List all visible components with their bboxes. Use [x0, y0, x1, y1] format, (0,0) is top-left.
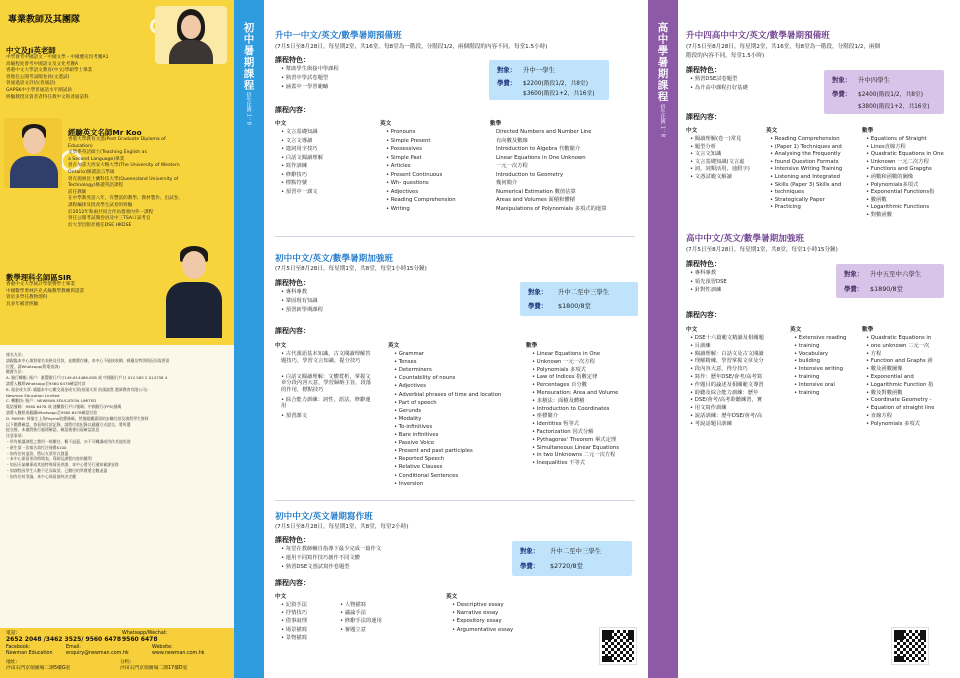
course5-schedule: (7月5日至8月28日，每星期1堂，共8堂，每堂1小時15分鐘) — [686, 247, 838, 253]
course1-chinese-item: • 文言基礎知識 — [281, 129, 318, 135]
note-line: A. 銀行轉帳: 賬戶：滙豐銀行戶口149-614486-838 或 中國銀行戶口 012 565 2 014758 4 — [6, 375, 168, 381]
course4-math-item: • Functions and Grapghs — [866, 166, 932, 173]
teacher1-bio-line: 高級程度會考中國語文及文化考獲A — [6, 61, 79, 67]
course1-english-item: • Pronouns — [386, 129, 416, 135]
course4-math-item: • Unknown 一元二次方程 — [866, 158, 929, 165]
teacher2-bio-line: 香港大學教育文憑(Post Graduate Diploma of — [68, 137, 166, 142]
whatsapp-value: 9560 6478 — [122, 636, 158, 643]
course4-chinese-item: • 文憑試範文解讀 — [690, 174, 732, 180]
course2-math-item: • Factorization 因式分解 — [532, 429, 594, 435]
course4-english-item: • Practicing — [770, 204, 801, 211]
course1-features-heading: 課程特色： — [275, 56, 310, 64]
course3-title: 初中中文/英文暑期寫作班 — [275, 512, 373, 522]
course1-chinese-item: • 遣詞用字技巧 — [281, 146, 318, 152]
course2-fee: $1800/8堂 — [558, 302, 591, 310]
course5-feature: • 領先預習DSE — [690, 278, 727, 285]
course4-schedule-2: 階段的內容不同，每堂1.5小時) — [686, 53, 765, 59]
senior-band-title: 高中學暑期課程 — [656, 22, 669, 103]
course5-chinese-item: • 作題目的論述及相關範文導習 — [690, 381, 764, 388]
course1-math-item: 幾何簡介 — [496, 180, 518, 186]
course1-chinese-item: • 白話文閱讀理解 — [281, 154, 323, 161]
course4-target-label: 對象： — [832, 76, 852, 84]
note-line: ・如有任何退款，將以支票形式發還 — [6, 450, 69, 456]
teachers-header: 專業教師及其團隊 — [8, 15, 81, 25]
course2-math-item: • 求積法：面積及體積 — [532, 397, 585, 404]
course2-english-item: • Determiners — [394, 367, 432, 374]
course5-math-item: • 數及函數圖像 — [866, 366, 903, 373]
course4-content-heading: 課程內容： — [686, 113, 721, 121]
course2-chinese-item: • 古代漢語基本知識，古文閱讀理解答題技巧，學習文言知識，提分技巧 — [281, 351, 371, 364]
teacher1-bio-line: 曾擔任公開考試閱卷員(文憑試) — [6, 74, 70, 80]
course5-chinese-heading: 中文 — [686, 327, 698, 333]
course5-english-item: • training — [794, 374, 820, 380]
divider — [275, 236, 635, 237]
course3-chinese-heading: 中文 — [275, 594, 287, 600]
course2-schedule: (7月5日至8月28日，每星期1堂，共8堂，每堂1小時15分鐘) — [275, 266, 427, 272]
course3-content-heading: 課程內容： — [275, 579, 310, 587]
course3-fee-label: 學費： — [520, 562, 540, 570]
teacher-panel — [0, 0, 234, 678]
note-line: 繳費方法: — [6, 369, 23, 375]
junior-band — [234, 0, 264, 678]
course1-title: 升中一中文/英文/數學暑期預備班 — [275, 31, 402, 41]
junior-band-title: 初中暑期課程 — [242, 22, 255, 91]
course2-english-item: • Tenses — [394, 359, 417, 366]
course2-chinese-heading: 中文 — [275, 343, 287, 349]
course3-chinese-item: • 借事說理 — [281, 618, 307, 625]
course3-schedule: (7月5日至8月28日，每星期1堂，共8堂，每堂2小時) — [275, 524, 409, 530]
course1-english-item: • Possessives — [386, 146, 422, 152]
course3-chinese-item: • 修辭手法的運用 — [340, 618, 382, 625]
course1-chinese-item: • 預習中一課文 — [281, 188, 318, 195]
course2-math-item: • Linear Equations in One — [532, 351, 601, 357]
course2-english-item: • Reported Speech — [394, 456, 445, 463]
note-line: 請將入數紙或截圖Whatsapp至9560 6478確認付款 — [6, 410, 98, 415]
contact-bar — [0, 628, 234, 678]
course1-math-item: 有向數及數線 — [496, 137, 528, 144]
course3-feature: • 熟習DSE文憑試寫作卷題型 — [281, 564, 350, 570]
course1-english-item: • Simple Past — [386, 154, 422, 161]
email-value[interactable]: enquiry@newman.com.hk — [66, 651, 129, 656]
course2-english-item: • Inversion — [394, 480, 424, 487]
note-line: ・新生第一次報名需付注冊費$100 — [6, 444, 67, 450]
note-line: Newman Education Limited — [6, 392, 60, 398]
teacher-photo-chinese — [155, 6, 227, 64]
email-label: Email: — [66, 645, 81, 650]
course1-math-item: Manipulations of Polynomials 多項式的運算 — [496, 205, 607, 212]
junior-band-ratio: 招生比例 1：8 — [245, 92, 252, 125]
teacher-photo-english — [4, 118, 62, 188]
course2-english-item: • Part of speech — [394, 399, 437, 406]
teacher2-bio-line: 曾在澳洲昆士蘭科技大學(Queensland University of — [68, 176, 179, 182]
course4-math-item: • Quadratic Equations in One — [866, 151, 944, 158]
note-line: C. 轉數快: 賬戶：NEWMAN EDUCATION LIMITED — [6, 398, 97, 404]
teacher2-bio-line: 文學系英語碩士(Teaching English as — [68, 150, 147, 156]
course4-english-item: • Skills (Paper 3) Skills and — [770, 181, 842, 188]
teacher2-bio-line: 前任教師 — [68, 189, 87, 195]
course1-english-item: • Simple Present — [386, 137, 431, 144]
course2-math-item: • 座標簡介 — [532, 413, 558, 420]
teacher2-bio-line: Education) — [68, 143, 93, 149]
note-line: D. PAYME: 掃描左上角Payme收費條碼，然後跟蹤畫面的步驟付款及填寫學生資料 — [6, 415, 149, 421]
address-label: 地址: — [6, 660, 18, 665]
course3-info-box — [512, 541, 632, 576]
course2-math-item: • in two Unknowns 二元一次方程 — [532, 452, 616, 459]
course1-math-heading: 數學 — [490, 121, 502, 127]
course5-feature: • 專科專教 — [690, 270, 716, 276]
course5-target-label: 對象： — [844, 270, 864, 278]
course4-fee2: $3800(階段1+2，共16堂) — [858, 104, 930, 110]
course5-english-item: • Intensive writing — [794, 366, 843, 373]
course5-math-item: • Equation of straight line — [866, 405, 935, 412]
course1-math-item: 一元一次方程 — [496, 163, 528, 169]
course1-chinese-item: • 標點符號 — [281, 180, 307, 186]
course2-feature: • 預習新學期課程 — [281, 307, 323, 313]
course2-english-item: • Grammar — [394, 351, 425, 357]
course4-chinese-item: • 題型分析 — [690, 143, 716, 150]
note-line: ・如因天氣關係或其他特殊情況停課，本中心將另行通知補課安排 — [6, 462, 119, 468]
course5-chinese-item: • 寫作：歷年DSE/會考/高考寫 — [690, 374, 763, 380]
course5-math-item: • one unknown 二元一次 — [866, 342, 930, 349]
teacher-photo-math — [160, 238, 226, 338]
course1-feature: • 幫助學生銜接中學課程 — [281, 66, 339, 72]
branch-value: 沙田石門京瑞廣場二期17樓D室 — [120, 666, 188, 671]
course2-chinese-item: • 預習課文 — [281, 412, 307, 419]
branch-label: 分校: — [120, 660, 132, 665]
course1-fee2: $3600(階段1+2，共16堂) — [523, 91, 595, 97]
course5-english-item: • Intensive oral — [794, 381, 835, 388]
course5-fee-label: 學費： — [844, 285, 864, 293]
course1-feature: • 涵蓋中一學習範疇 — [281, 84, 329, 90]
course1-chinese-item: • 修辭技巧 — [281, 171, 307, 178]
course5-math-item: • 方程 — [866, 350, 882, 357]
course1-chinese-item: • 寫作訓練 — [281, 163, 307, 169]
course3-english-item: • Narrative essay — [452, 610, 499, 617]
course1-english-item: • Adjectives — [386, 188, 419, 195]
note-line: 電話號碼：9560 6478 或 連繫銀行戶口號碼；中國銀行(FPS)號碼 — [6, 404, 122, 410]
note-line: 報名方法: — [6, 352, 23, 357]
teacher2-bio-line: a Second Language)畢業 — [68, 156, 125, 162]
course1-schedule: (7月5日至8月28日，每星期2堂，共16堂，每8堂為一階段，分階段1/2，兩個階段的內容不同，每堂1.5小時) — [275, 44, 548, 50]
course3-english-item: • Expository essay — [452, 618, 502, 625]
teacher2-bio-line: 於2012年和兩共同合作坊曇發內外一課程 — [68, 209, 154, 215]
teacher3-bio-line: 香港中文大學統計學榮譽學士畢業 — [6, 282, 75, 287]
course2-target: 升中二至中三學生 — [558, 288, 610, 296]
course4-chinese-item: • 文言文知識 — [690, 151, 722, 158]
course2-english-heading: 英文 — [388, 343, 400, 349]
course5-math-item: • Logarithmic Function 指 — [866, 381, 934, 388]
course4-math-item: • Lines直線方程 — [866, 143, 906, 150]
course5-title: 高中中文/英文/數學暑期加強班 — [686, 234, 804, 244]
course1-target-label: 對象： — [497, 66, 517, 74]
course2-fee-label: 學費： — [528, 302, 548, 310]
course5-fee: $1890/8堂 — [870, 285, 903, 293]
course1-math-item: Areas and Volumes 面積和體積 — [496, 197, 575, 203]
course3-english-item: • Argumentative essay — [452, 626, 514, 633]
course1-english-item: • Reading Comprehension — [386, 197, 456, 203]
course5-chinese-item: • 考說話題目訓練 — [690, 420, 732, 427]
course5-chinese-item: • 目訓練 — [690, 342, 711, 349]
course2-english-item: • Adjectives — [394, 383, 427, 390]
course1-math-item: Numerical Estimation 數值估算 — [496, 188, 576, 195]
course2-math-item: • Law of Indices 指數定律 — [532, 374, 598, 381]
facebook-value[interactable]: Newman Education — [6, 651, 53, 656]
address-value: 沙田石門京瑞廣場二期5樓G室 — [6, 666, 71, 671]
course5-math-heading: 數學 — [862, 327, 874, 333]
teacher2-bio-line: 在中學教英語八年，有豐富的教學、教材製作、出試卷、 — [68, 196, 183, 202]
course5-math-item: • Polynomials 多項式 — [866, 420, 920, 427]
teacher1-bio-line: 香港中文大學語文教育(中文)學碩學士畢業 — [6, 68, 93, 74]
course4-english-item: • Listening and Integrated — [770, 174, 840, 180]
teacher2-bio-line: 課程編排及批改學生試卷的經驗 — [68, 203, 133, 208]
note-line: 請將入數紙Whatsapp至9560 6478確認付款 — [6, 381, 86, 386]
note-line: 以下繳費確認，查看與付款記錄，請將付款紀錄以截圖方式提交，將所選 — [6, 421, 131, 427]
tel-label: 電話: — [6, 631, 18, 636]
course5-feature: • 針對性訓練 — [690, 287, 722, 293]
course4-english-item: • found Question Formats — [770, 158, 839, 165]
note-line: ・本中心保留更改時間表、導師及課程內容的權利 — [6, 456, 92, 462]
course2-english-item: • Modality — [394, 415, 422, 422]
teacher2-name: 經驗英文名師Mr Koo — [68, 128, 142, 137]
course2-english-item: • Present and past participles — [394, 448, 473, 455]
course5-chinese-item: • 聆聽及綜合能力訓練：歷年 — [690, 389, 759, 396]
course5-math-item: • Exponential and — [866, 374, 914, 380]
course4-math-item: • Exponential Functions指 — [866, 189, 935, 196]
teacher1-bio-line: 經驗教授及資者者特任教中文和普通話科 — [6, 94, 89, 100]
course5-chinese-item: • 理解精練，學習掌握文章及分 — [690, 358, 764, 365]
course1-math-item: Introduction to Geometry — [496, 171, 564, 178]
note-line: 注意事項: — [6, 433, 23, 439]
course4-math-item: • Equations of Straight — [866, 136, 927, 142]
course4-chinese-item: • 閱讀理解(卷一)常見 — [690, 136, 742, 142]
course3-english-item: • Descriptive essay — [452, 602, 504, 608]
course3-chinese-item: • 抒情技巧 — [281, 610, 307, 617]
course3-chinese-item: • 記敘手法 — [281, 602, 307, 608]
course5-english-item: • training — [794, 389, 820, 396]
course2-math-item: • Inequalities 不等式 — [532, 460, 586, 467]
course5-english-item: • training — [794, 342, 820, 349]
course4-math-item: • Logarithmic Functions — [866, 204, 930, 211]
course4-english-heading: 英文 — [766, 128, 778, 134]
course2-math-item: • Percentages 百分數 — [532, 382, 587, 389]
teacher2-bio-line: Technology)修讀英語課程 — [68, 183, 124, 189]
course4-math-item: • Polynomials多項式 — [866, 181, 919, 188]
course5-chinese-item: • DSE十六篇範文精讀及相關題 — [690, 335, 764, 341]
senior-band-ratio: 招生比例 1：8 — [659, 104, 666, 137]
teacher1-bio-line: GAPSK中小學普通話水平測試員 — [6, 88, 72, 93]
course5-chinese-item: • 說話訓練：歷年DSE/會考/高 — [690, 413, 763, 419]
note-line: 位置，請Whatsapp(附電查詢) — [6, 363, 60, 369]
course5-math-item: • Coordinate Geometry - — [866, 397, 932, 404]
course3-chinese-item: • 議論手法 — [340, 610, 366, 617]
note-line: ・所有報讀課程之費用一經繳付，概不退還，亦不可轉讓或用作其他用途 — [6, 439, 131, 444]
course2-chinese-item: • 綜合能力訓練：詞性，語法，修辭運用 — [281, 396, 371, 410]
note-line: 請親臨本中心填寫報名表格及付款，並繳費存據，本中心不能接收網，郵遞及特別情況而需要留 — [6, 357, 170, 363]
course2-math-item: • Polynomials 多項式 — [532, 366, 586, 373]
course2-math-item: • Identities 恆等式 — [532, 421, 580, 428]
course2-english-item: • Bare infinitives — [394, 432, 439, 438]
course1-english-item: • Writing — [386, 205, 410, 212]
course3-target-label: 對象： — [520, 547, 540, 555]
course1-chinese-item: • 文言文導讀 — [281, 137, 313, 144]
course2-math-item: • Mensuration: Area and Volume — [532, 390, 619, 396]
course5-math-item: • 數及對數函數 — [866, 389, 903, 396]
course1-math-item: Linear Equations in One Unknown — [496, 154, 586, 161]
facebook-label: Facebook: — [6, 645, 31, 650]
course4-fee1: $2400(階段1/2，共8堂) — [858, 92, 923, 98]
course4-features-heading: 課程特色： — [686, 66, 721, 74]
course4-english-item: • (Paper 1) Techniques and — [770, 143, 842, 150]
course1-chinese-heading: 中文 — [275, 121, 287, 127]
teacher2-bio-line: 曾在加拿大西安大略大學(The University of Western — [68, 163, 180, 169]
course1-fee1: $2200(階段1/2，共8堂) — [523, 81, 588, 87]
course4-english-item: • Analysing the Frequently — [770, 151, 841, 158]
qr-code — [892, 628, 928, 664]
teacher3-bio-line: 中國數學奧林匹克式級數學教練與證書 — [6, 288, 85, 294]
course4-chinese-item: • 文言基礎知識(文言虛 — [690, 158, 745, 165]
note-line: 提交後，本處將進行處理確認，確認後會出現確認訊息 — [6, 427, 100, 433]
course3-target: 升中二至中三學生 — [550, 547, 602, 555]
course4-feature: • 為升高中課程打好基礎 — [690, 84, 748, 91]
course2-english-item: • Conditional Sentences — [394, 472, 459, 479]
course3-chinese-item: • 景物描寫 — [281, 634, 307, 641]
course4-chinese-heading: 中文 — [686, 128, 698, 134]
course2-math-item: • Introduction to Coordinates — [532, 405, 610, 412]
tel-value: 2652 2048 /3462 3525/ 9560 6478 — [6, 636, 122, 643]
course2-feature: • 專科專教 — [281, 289, 307, 295]
course2-math-item: • Pythagoras' Theorem 畢式定理 — [532, 436, 617, 443]
course3-feature: • 每堂在教師輔自指導下最少完成一篇作文 — [281, 546, 382, 552]
course5-info-box — [836, 264, 944, 298]
course5-chinese-item: • 用文寫作訓練 — [690, 405, 727, 412]
course2-math-heading: 數學 — [526, 343, 538, 349]
course1-english-item: • Articles — [386, 163, 411, 169]
course5-english-heading: 英文 — [790, 327, 802, 333]
course2-feature: • 鞏固現有知識 — [281, 298, 318, 304]
course4-target: 升中四學生 — [858, 76, 890, 84]
teacher3-bio-line: 具多年補習經驗 — [6, 301, 39, 307]
note-line: B. 現金或支票: 親臨本中心繳交現金或支票(抬頭支票 抬頭請寫 港新教育有限公司) — [6, 386, 148, 392]
teacher2-bio-line: Ontario)修讀語言學碩 — [68, 170, 115, 175]
course4-math-item: • 數函數 — [866, 196, 887, 203]
course1-content-heading: 課程內容： — [275, 106, 310, 114]
course2-target-label: 對象： — [528, 288, 548, 296]
course2-english-item: • Adverbial phrases of time and location — [394, 391, 502, 398]
course5-english-item: • building — [794, 358, 821, 365]
course5-english-item: • Vocabulary — [794, 350, 829, 357]
course4-english-item: • Reading Comprehension — [770, 136, 840, 142]
course4-english-item: • Strategically Paper — [770, 196, 825, 203]
course3-chinese-item: • 場景描寫 — [281, 626, 307, 633]
course2-english-item: • To-infinitives — [394, 423, 433, 430]
teacher3-bio-line: 曾於多學任教物理科 — [6, 295, 48, 301]
course5-content-heading: 課程內容： — [686, 311, 721, 319]
course4-math-item: • 函數和函數的圖像 — [866, 174, 914, 180]
course1-english-item: • Wh- questions — [386, 180, 429, 186]
teacher1-name: 中文及Ji英老師 — [6, 46, 56, 55]
course4-schedule-1: (7月5日至8月28日，每星期2堂，共16堂，每8堂為一階段，分階段1/2，兩個 — [686, 44, 881, 50]
course5-chinese-item: • 閱讀理解：白話文及古文閱讀 — [690, 350, 764, 357]
course3-feature: • 運用不同寫作技巧創作不同文體 — [281, 555, 360, 561]
course1-english-item: • Present Continuous — [386, 171, 443, 178]
course2-title: 初中中文/英文/數學暑期加強班 — [275, 254, 393, 264]
course4-chinese-item: • 詞，詞類活用，通假字) — [690, 166, 750, 173]
teacher3-name: 數學理科名師區SIR — [6, 273, 72, 282]
course4-math-heading: 數學 — [862, 128, 874, 134]
course4-english-item: • Intensive Writing Training — [770, 166, 843, 173]
website-label: Website: — [152, 645, 173, 650]
course3-fee: $2720/8堂 — [550, 562, 583, 570]
course2-english-item: • Passive Voice — [394, 440, 435, 447]
course5-english-item: • Extensive reading — [794, 335, 847, 341]
course2-english-item: • Relative Clauses — [394, 464, 443, 471]
course2-chinese-item: • 白話文閱讀理解：文體賞析，掌握文章分段內容大意，學習歸納主旨，段落的作用，標點技巧 — [281, 373, 372, 393]
website-value[interactable]: www.newman.com.hk — [152, 651, 205, 656]
course5-math-item: • Quadratic Equations in — [866, 335, 932, 341]
course1-math-item: Directed Numbers and Number Line — [496, 129, 592, 135]
course5-chinese-item: • 段內容大意，得分技巧 — [690, 366, 748, 373]
course4-feature: • 熟習DSE試卷題型 — [690, 76, 738, 82]
course1-info-box — [489, 60, 609, 100]
course2-english-item: • Gerunds — [394, 407, 422, 414]
teacher2-bio-line: 曾任公開考試閱卷員及中三TSA口試考官 — [68, 216, 151, 222]
qr-code — [600, 628, 636, 664]
course3-chinese-item: • 審題立意 — [340, 626, 366, 633]
course1-english-heading: 英文 — [380, 121, 392, 127]
course5-math-item: • Function and Graphs 函 — [866, 358, 933, 365]
course1-feature: • 熟習中學試卷題型 — [281, 75, 329, 81]
course4-title: 升中四高中中文/英文/數學暑期預備班 — [686, 31, 830, 41]
course5-chinese-item: • DSE/會考/高考聆聽練習，實 — [690, 397, 763, 404]
divider — [275, 500, 635, 501]
course4-fee-label: 學費： — [832, 90, 852, 98]
course3-features-heading: 課程特色： — [275, 536, 310, 544]
course2-info-box — [520, 282, 638, 316]
course3-chinese-item: • 人物描寫 — [340, 602, 366, 608]
whatsapp-label: Whatsapp/Wechat: — [122, 631, 168, 636]
course4-info-box — [824, 70, 944, 114]
course1-fee-label: 學費： — [497, 79, 517, 87]
teacher2-bio-line: 於大型出版社擔任DSE HKDSE — [68, 222, 132, 228]
course3-english-heading: 英文 — [446, 594, 458, 600]
course5-math-item: • 直線方程 — [866, 413, 892, 419]
note-line: ・如有任何爭議，本中心保留最終決定權 — [6, 473, 77, 479]
course2-math-item: • Unknown 一元一次方程 — [532, 358, 595, 365]
course2-features-heading: 課程特色： — [275, 279, 310, 287]
teacher1-bio-line: 曾通過語文評估(普通話) — [6, 81, 56, 87]
course4-math-item: • 對數函數 — [866, 212, 892, 218]
course5-target: 升中五至中六學生 — [870, 270, 922, 278]
course2-math-item: • Simultaneous Linear Equations — [532, 444, 619, 451]
course5-features-heading: 課程特色： — [686, 260, 721, 268]
course4-english-item: • techniques — [770, 189, 804, 196]
course2-content-heading: 課程內容： — [275, 327, 310, 335]
course2-english-item: • Countability of nouns — [394, 375, 456, 382]
course1-target: 升中一學生 — [523, 66, 555, 74]
teacher1-bio-line: 中學會考中國語文・中國文學・中國歷史均考獲A1 — [6, 55, 109, 60]
course1-math-item: Introduction to Algebra 代數簡介 — [496, 146, 581, 152]
senior-band — [648, 0, 678, 678]
note-line: ・如課程因學生人數不足而取消，已繳付的學費將全數退還 — [6, 468, 108, 473]
